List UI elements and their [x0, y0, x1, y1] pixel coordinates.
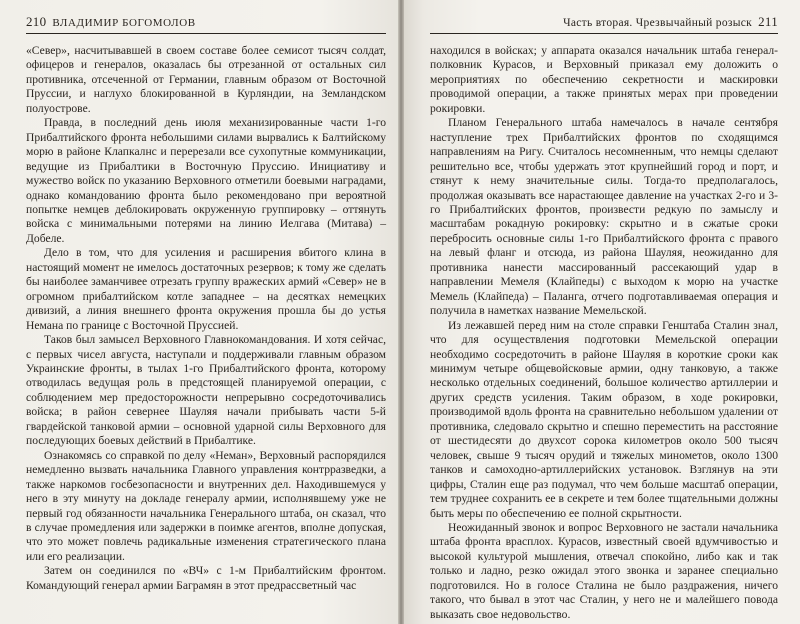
paragraph: «Север», насчитывавшей в своем составе более семисот тысяч солдат, офицеров и генералов, оказалась бы отрезанной от остальных сил противника, отсеченной от Германии, главным образом от Восточной Пруссии, и наглухо блокированной в Курляндии, на Земландском полуострове. — [26, 44, 386, 115]
paragraph: Затем он соединился по «ВЧ» с 1-м Прибалтийским фронтом. Командующий генерал армии Баграмян в этот предрассветный час — [26, 564, 386, 592]
paragraph: Планом Генерального штаба намечалось в начале сентября наступление трех Прибалтийских фронтов по сходящимся направлениям на Ригу. Считалось несомненным, что немцы сделают решительно все, чтобы удержать этот крупнейший город и порт, и стянут к нему значительные силы. Тогда-то предполагалось, продолжая оказывать все нарастающее давление на участках 2-го и 3-го Прибалтийских фронтов, произвести редкую по замыслу и масштабам рокадную рокировку: скрытно и в сжатые сроки перебросить основные силы 1-го Прибалтийского фронта с правого на левый фланг и отсюда, из района Шауляя, неожиданно для противника нанести массированный рассекающий удар в направлении Мемеля (Клайпеды) с выходом к морю на участке Мемель (Клайпеда) – Паланга, отчего подготавливаемая операция и получила в наметках название Мемельской. — [430, 116, 778, 318]
paragraph: находился в войсках; у аппарата оказался начальник штаба генерал-полковник Курасов, и Верховный приказал ему доложить о мероприятиях по обеспечению секретности и маскировки проводимой операции, а также принятых мерах при проведении рокировки. — [430, 44, 778, 115]
book-gutter — [398, 0, 404, 624]
right-page-header — [430, 14, 778, 34]
paragraph: Таков был замысел Верховного Главнокомандования. И хотя сейчас, с первых чисел августа, наступали и поддерживали главным образом Украинские фронты, в тылах 1-го Прибалтийского фронта, которому отводилась ведущая роль в предстоящей планируемой операции, с соблюдением мер предосторожности непрерывно сосредоточивались войска; в район севернее Шауляя начали прибывать части 5-й гвардейской танковой армии – основной ударной силы Верховного для последующих боевых действий в Прибалтике. — [26, 333, 386, 448]
paragraph: Неожиданный звонок и вопрос Верховного не застали начальника штаба фронта врасплох. Курасов, известный своей вдумчивостью и высокой культурой мышления, отвечал спокойно, либо как и так только и ладно, резко ожидал этого звонка и заранее специально подготовился. Но в голосе Сталина не было раздражения, ничего такого, что бывал в этот час Сталин, у него не и малейшего повода выказать свое недовольство. — [430, 520, 778, 621]
right-page — [400, 0, 800, 624]
running-head-author: ВЛАДИМИР БОГОМОЛОВ — [52, 17, 196, 29]
left-page-text — [26, 44, 386, 593]
page-number-right: 211 — [758, 14, 778, 29]
running-head-chapter: Часть вторая. Чрезвычайный розыск — [563, 17, 753, 29]
paragraph: Из лежавшей перед ним на столе справки Генштаба Сталин знал, что для осуществления подготовки Мемельской операции необходимо сосредоточить в районе Шауляя в короткие сроки как минимум четыре общевойсковые армии, одну танковую, а также несколько отдельных соединений, большое количество артиллерии и других средств усиления. Таким образом, в ходе рокировки, производимой вдоль фронта на сравнительно небольшом удалении от противника, следовало скрытно и спешно переместить на расстояние от шестидесяти до двухсот сорока километров около 500 тысяч человек, свыше 9 тысяч орудий и тяжелых минометов, около 1300 танков и самоходно-артиллерийских установок. Взглянув на эти цифры, Сталин еще раз подумал, что чем больше масштаб операции, тем труднее сохранить ее в секрете и тем более тщательными должны быть меры по обеспечению ее полной скрытности. — [430, 318, 778, 520]
paragraph: Дело в том, что для усиления и расширения вбитого клина в настоящий момент не имелось достаточных резервов; к тому же сделать бы наиболее заманчивее отрезать группу вражеских армий «Север» не в огромном прибалтийском котле западнее – на десятках немецких дивизий, а линия внешнего фронта окружения прошла бы до устья Немана по границе с Восточной Пруссией. — [26, 246, 386, 332]
page-number-left: 210 — [26, 14, 47, 29]
left-page-header — [26, 14, 386, 34]
paragraph: Ознакомясь со справкой по делу «Неман», Верховный распорядился немедленно вызвать начальника Главного управления контрразведки, а также наркомов госбезопасности и внутренних дел. Находившемуся у него в эту минуту на докладе генералу армии, исполнявшему уже не первый год обязанности начальника Генерального штаба, он сказал, что в случае промедления или задержки в поимке агентов, вполне допуская, что это может повлечь радикальные изменения стратегического плана или его реализации. — [26, 448, 386, 563]
right-page-text — [430, 44, 778, 622]
paragraph: Правда, в последний день июля механизированные части 1-го Прибалтийского фронта небольшими силами вырвались к Балтийскому морю в районе Клапкалнс и перерезали все сухопутные коммуникации, ведущие из Прибалтики в Восточную Пруссию. Инициативу и мужество войск по указанию Верховного отметили боевыми наградами, однако командованию фронта было рекомендовано при вероятной попытке немцев деблокировать окруженную группировку – оттянуть войска с минимальными потерями на линию Иелгава (Митава) – Добеле. — [26, 116, 386, 245]
